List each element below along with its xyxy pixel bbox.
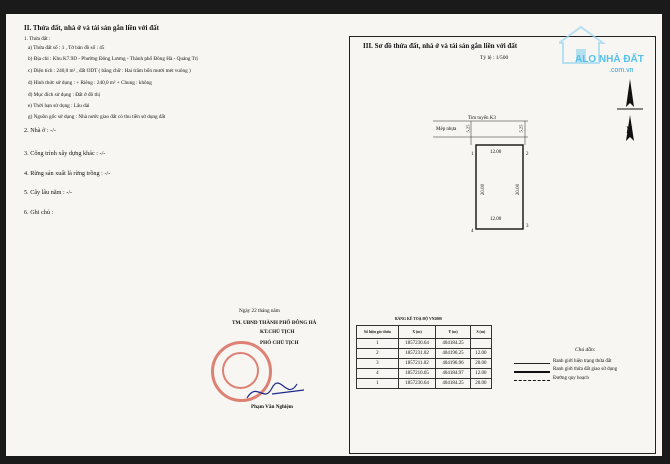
field-parcel-number: a) Thửa đất số : 1 , Tờ bản đồ số : 45	[28, 45, 105, 51]
sign-role-1: KT.CHỦ TỊCH	[260, 329, 295, 335]
certificate-page	[6, 14, 662, 456]
legend-title: Chú dẫn:	[575, 347, 596, 353]
watermark-logo	[559, 23, 670, 83]
legend-line-assigned	[514, 371, 550, 373]
table-row	[357, 359, 492, 369]
legend-item-assigned: Ranh giới thửa đất giao sử dụng	[553, 367, 618, 372]
table-cell: 20.00	[470, 359, 491, 369]
table-cell: 1857230.64	[398, 339, 436, 349]
table-cell: 12.00	[470, 369, 491, 379]
diagram-frame	[349, 36, 656, 454]
table-cell: 1857210.65	[398, 369, 436, 379]
field-usage-form: d) Hình thức sử dụng : + Riêng : 240,0 m² + Chung : không	[28, 80, 152, 86]
legend-line-current	[514, 363, 550, 364]
section-title-diagram: III. Sơ đồ thửa đất, nhà ở và tài sản gắn liền với đất	[363, 42, 518, 50]
coordinate-table	[356, 325, 492, 389]
road-edge-label: Mép nhựa	[436, 127, 457, 132]
table-cell: 12.00	[470, 349, 491, 359]
signer-name: Phạm Văn Nghiệm	[251, 404, 293, 410]
sign-org: TM. UBND THÀNH PHỐ ĐÔNG HÀ	[232, 320, 317, 326]
table-header: X (m)	[398, 326, 436, 339]
table-row	[357, 349, 492, 359]
field-usage-origin: g) Nguồn gốc sử dụng : Nhà nước giao đất có thu tiền sử dụng đất	[28, 114, 166, 120]
table-cell: 404184.25	[436, 379, 470, 389]
table-cell: 404196.25	[436, 349, 470, 359]
table-cell: 404184.97	[436, 369, 470, 379]
field-usage-term: e) Thời hạn sử dụng : Lâu dài	[28, 103, 90, 109]
diagram-scale: Tỷ lệ : 1/500	[480, 55, 509, 61]
land-parcel-heading: 1. Thửa đất :	[24, 36, 51, 42]
table-row	[357, 379, 492, 389]
table-cell: 1857211.02	[398, 359, 436, 369]
legend-item-planning: Đường quy hoạch	[553, 376, 589, 381]
table-cell: 404184.25	[436, 339, 470, 349]
legend-item-current: Ranh giới hiện trạng thửa đất	[553, 359, 612, 364]
coordinate-table-title: BẢNG KÊ TOẠ ĐỘ VN2000	[395, 317, 443, 321]
table-cell: 404196.96	[436, 359, 470, 369]
table-cell	[470, 339, 491, 349]
watermark-url: .com.vn	[609, 67, 634, 74]
table-row	[357, 339, 492, 349]
table-header: S (m)	[470, 326, 491, 339]
item-perennial-trees: 5. Cây lâu năm : -/-	[24, 189, 73, 196]
watermark-text: ALO NHÀ ĐẤT	[575, 54, 644, 65]
sign-date: Ngày 22 tháng năm	[239, 308, 280, 314]
item-forest: 4. Rừng sản xuất là rừng trồng : -/-	[24, 170, 111, 177]
corner-4-label: 4	[471, 229, 474, 234]
item-house: 2. Nhà ở : -/-	[24, 127, 56, 134]
field-usage-purpose: đ) Mục đích sử dụng : Đất ở đô thị	[28, 92, 100, 98]
table-cell: 4	[357, 369, 399, 379]
north-label: N	[626, 125, 633, 135]
corner-2-label: 2	[526, 152, 529, 157]
item-other-construction: 3. Công trình xây dựng khác : -/-	[24, 150, 106, 157]
setback-right-label: 5.25	[518, 124, 524, 133]
item-notes: 6. Ghi chú :	[24, 209, 54, 216]
sign-role-2: PHÓ CHỦ TỊCH	[260, 340, 299, 346]
corner-1-label: 1	[471, 152, 474, 157]
bottom-length-label: 12.00	[490, 217, 502, 222]
table-header-row	[357, 326, 492, 339]
table-cell: 2	[357, 349, 399, 359]
table-cell: 3	[357, 359, 399, 369]
center-line-label: Tim tuyến K3	[468, 116, 496, 121]
field-area: c) Diện tích : 240,0 m² , đất ODT ( bằng chữ : Hai trăm bốn mươi mét vuông )	[28, 68, 191, 74]
setback-left-label: 5.25	[465, 124, 471, 133]
table-row	[357, 369, 492, 379]
legend-line-planning	[514, 380, 550, 381]
table-cell: 1857231.02	[398, 349, 436, 359]
field-address: b) Địa chỉ : Khu K7.9D - Phường Đông Lương - Thành phố Đông Hà - Quảng Trị	[28, 56, 198, 62]
table-cell: 1	[357, 379, 399, 389]
right-length-label: 20.00	[516, 183, 522, 196]
corner-3-label: 3	[526, 224, 529, 229]
north-arrow-icon	[615, 77, 645, 147]
top-length-label: 12.00	[490, 150, 502, 155]
left-length-label: 20.00	[481, 183, 487, 196]
table-cell: 1	[357, 339, 399, 349]
table-header: Số hiệu góc thửa	[357, 326, 399, 339]
table-cell: 1857230.64	[398, 379, 436, 389]
section-title-land: II. Thửa đất, nhà ở và tài sản gắn liền với đất	[24, 24, 159, 32]
signature-mark	[242, 376, 312, 406]
table-header: Y (m)	[436, 326, 470, 339]
table-cell: 20.00	[470, 379, 491, 389]
